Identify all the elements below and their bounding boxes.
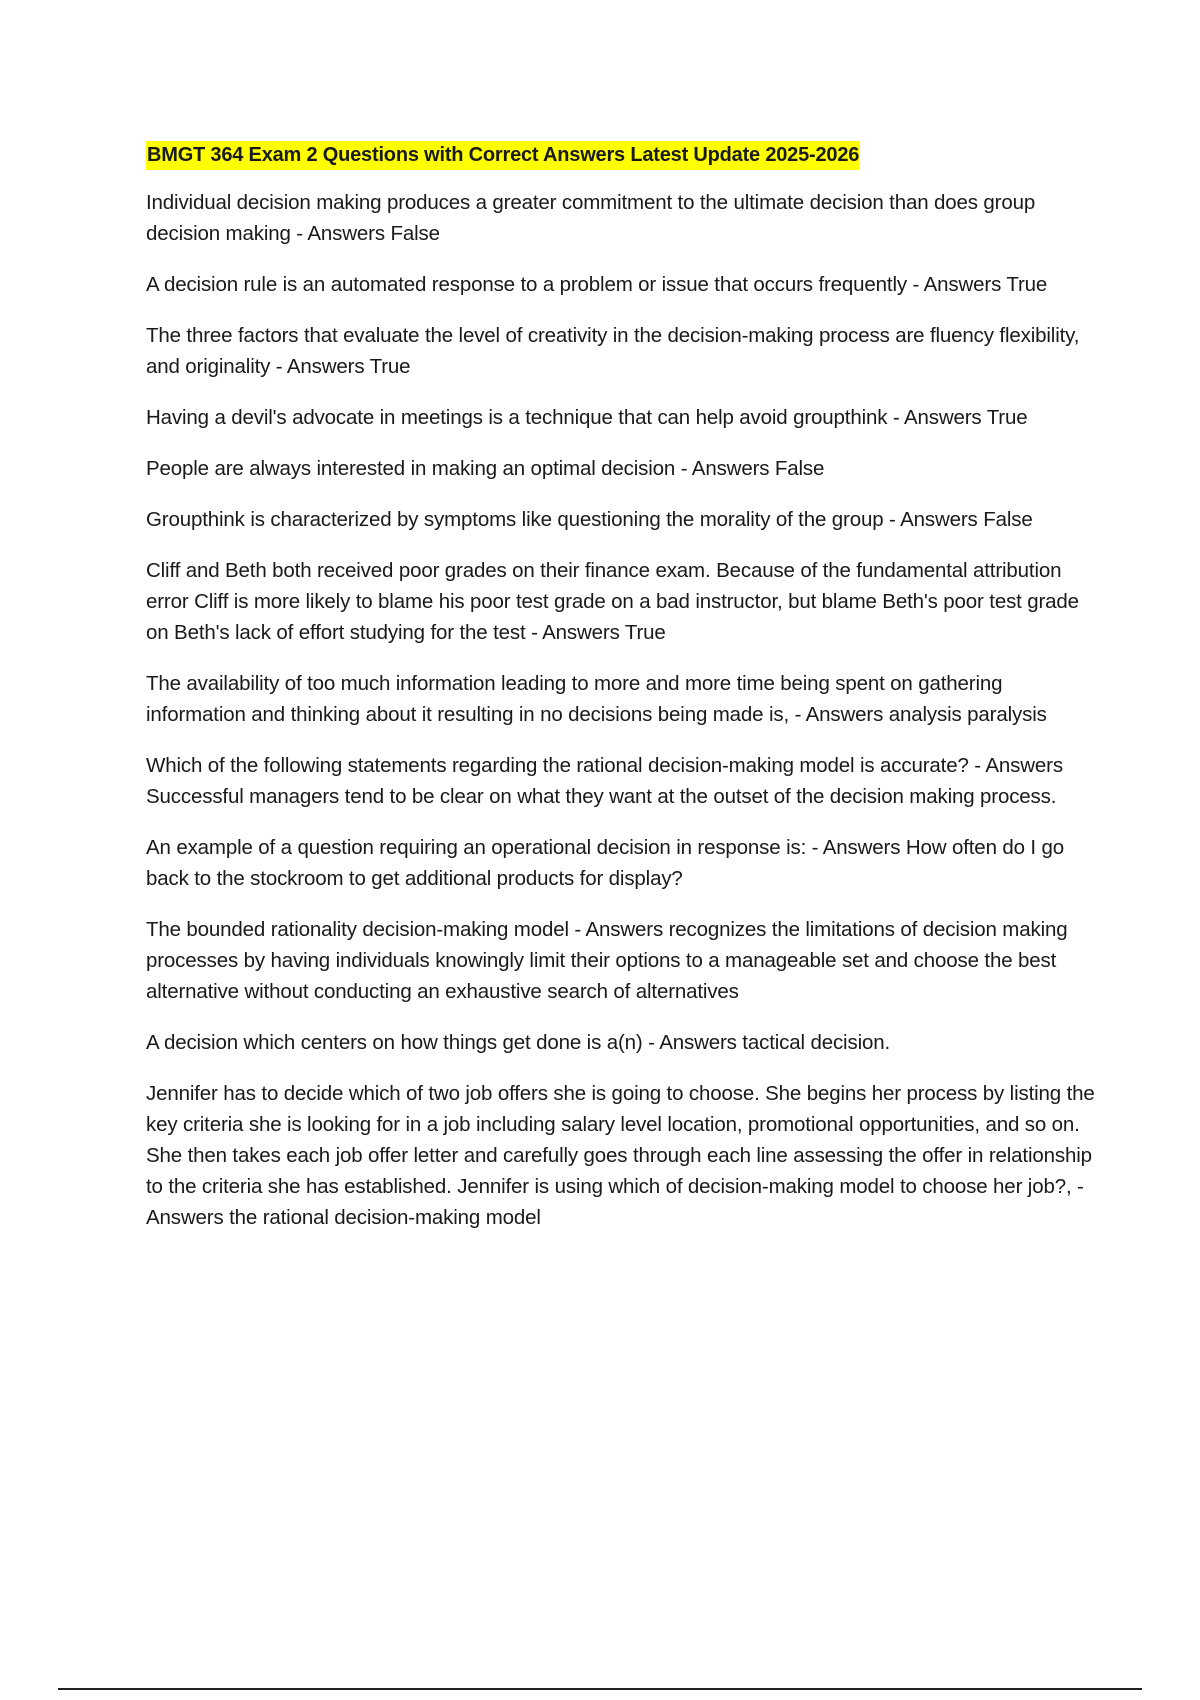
qa-item: The three factors that evaluate the level of creativity in the decision-making process are fluency flexibility, and originality - Answers True bbox=[146, 324, 1080, 378]
qa-item: Which of the following statements regarding the rational decision-making model is accurate? - Answers Successful managers tend to be clear on what they want at the outset of the decision making process. bbox=[146, 754, 1063, 808]
qa-item: Jennifer has to decide which of two job offers she is going to choose. She begins her process by listing the key criteria she is looking for in a job including salary level location, promotional opportunities, and so on. She then takes each job offer letter and carefully goes through each line assessing the offer in relationship to the criteria she has established. Jennifer is using which of decision-making model to choose her job?, - Answers the rational decision-making model bbox=[146, 1082, 1095, 1229]
document-content bbox=[146, 141, 1096, 1253]
qa-item: Having a devil's advocate in meetings is a technique that can help avoid groupthink - Answers True bbox=[146, 406, 1028, 429]
qa-item: A decision rule is an automated response to a problem or issue that occurs frequently - Answers True bbox=[146, 273, 1048, 296]
qa-item: An example of a question requiring an operational decision in response is: - Answers How often do I go back to the stockroom to get additional products for display? bbox=[146, 836, 1065, 890]
qa-item: Individual decision making produces a greater commitment to the ultimate decision than does group decision making - Answers False bbox=[146, 191, 1036, 245]
footer-divider bbox=[58, 1688, 1142, 1690]
qa-item: Groupthink is characterized by symptoms like questioning the morality of the group - Answers False bbox=[146, 508, 1033, 531]
qa-item: Cliff and Beth both received poor grades on their finance exam. Because of the fundamental attribution error Cliff is more likely to blame his poor test grade on a bad instructor, but blame Beth's poor test grade on Beth's lack of effort studying for the test - Answers True bbox=[146, 559, 1079, 644]
document-title: BMGT 364 Exam 2 Questions with Correct Answers Latest Update 2025-2026 bbox=[146, 141, 860, 170]
qa-item: The bounded rationality decision-making model - Answers recognizes the limitations of decision making processes by having individuals knowingly limit their options to a manageable set and choose the best alternative without conducting an exhaustive search of alternatives bbox=[146, 918, 1068, 1003]
qa-item: A decision which centers on how things get done is a(n) - Answers tactical decision. bbox=[146, 1031, 891, 1054]
qa-item: The availability of too much information leading to more and more time being spent on gathering information and thinking about it resulting in no decisions being made is, - Answers analysis paralysis bbox=[146, 672, 1047, 726]
qa-item: People are always interested in making an optimal decision - Answers False bbox=[146, 457, 825, 480]
